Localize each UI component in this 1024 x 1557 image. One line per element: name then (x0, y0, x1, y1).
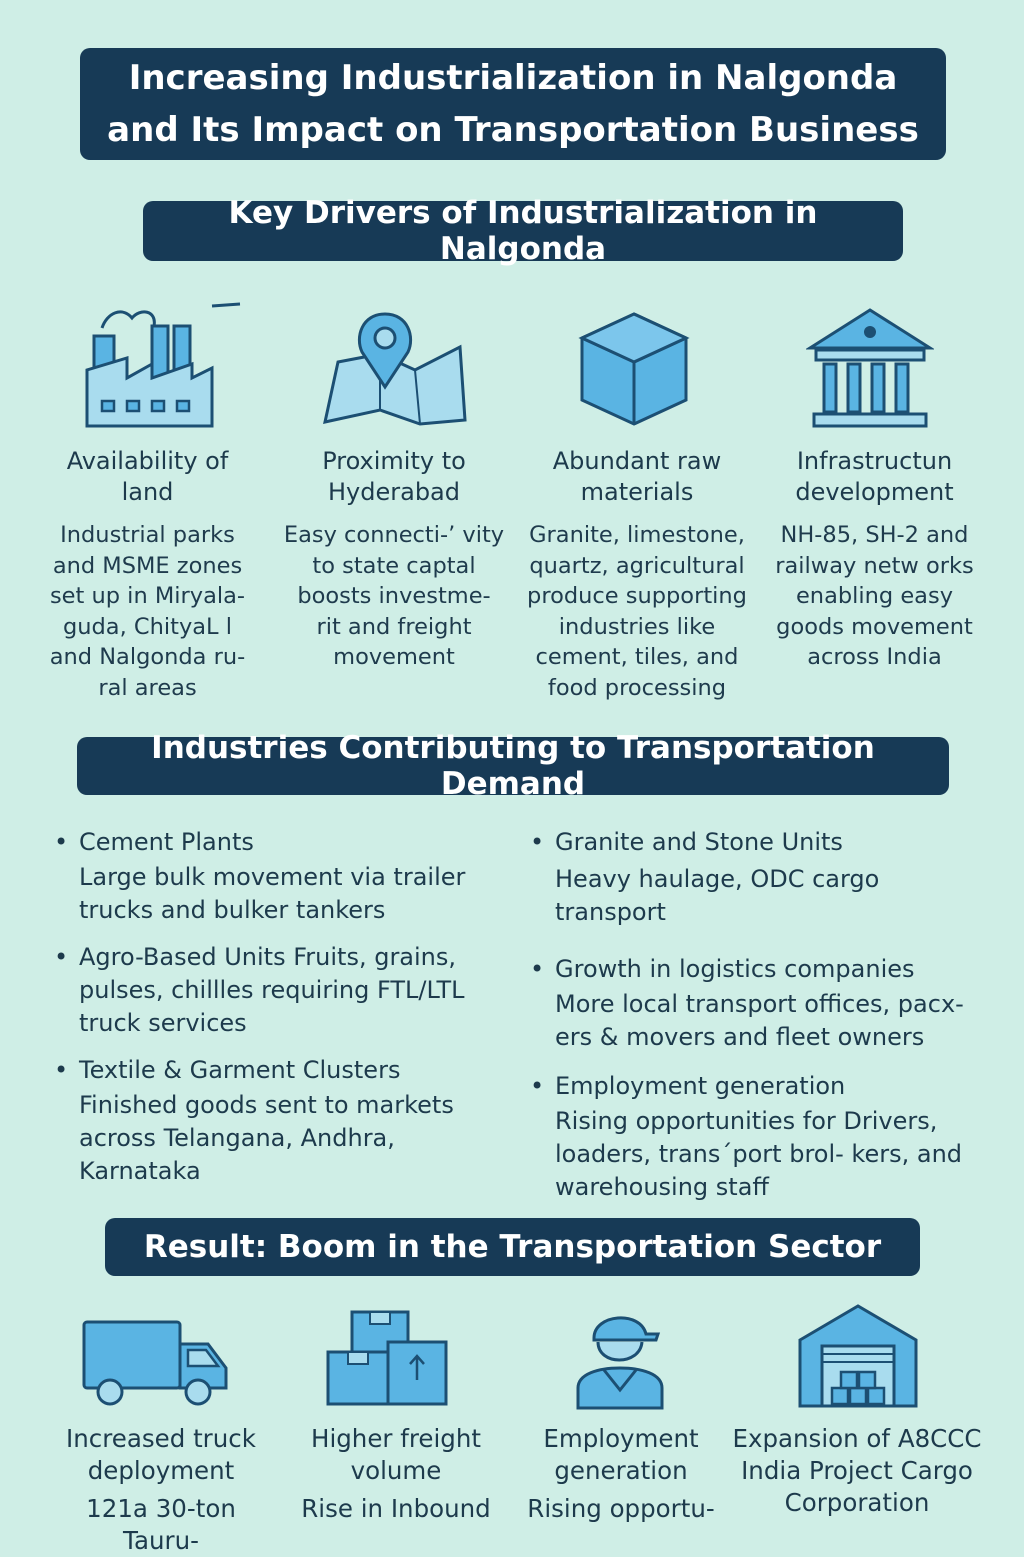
industries-right-list (530, 826, 975, 1218)
industry-title: • Cement Plants (79, 828, 254, 856)
industry-title: • Growth in logistics companies (555, 955, 915, 983)
driver-title: Abundant raw materials (552, 447, 722, 506)
result-truck (45, 1423, 277, 1557)
industry-desc: Finished goods sent to markets across Telangana, Andhra, Karnataka (79, 1091, 454, 1185)
driver-desc: NH-85, SH-2 and railway netw orks enabling easy goods movement across India (775, 522, 974, 670)
result-expansion (727, 1423, 987, 1519)
truck-icon (80, 1318, 232, 1410)
industries-left-list (54, 826, 474, 1202)
driver-proximity (283, 446, 505, 673)
result-heading: Result: Boom in the Transportation Sector (105, 1218, 920, 1276)
industry-desc: Heavy haulage, ODC cargo transport (555, 865, 880, 926)
boxes-icon (324, 1308, 450, 1408)
list-item (530, 826, 975, 929)
result-desc: Rising opportu- (527, 1494, 715, 1523)
result-desc: Rise in Inbound (301, 1494, 491, 1523)
list-item (54, 1054, 474, 1188)
worker-icon (574, 1304, 666, 1412)
driver-title: Infrastructun development (795, 447, 954, 506)
driver-desc: Easy connecti-’ vity to state captal boosts investme- rit and freight movement (283, 522, 505, 670)
government-building-icon (806, 306, 934, 430)
result-title: Higher freight volume (311, 1424, 481, 1485)
cube-icon (576, 310, 692, 428)
industry-title: • Employment generation (555, 1072, 846, 1100)
driver-infrastructure (772, 446, 977, 673)
driver-desc: Industrial parks and MSME zones set up in Miryala- guda, ChityaL l and Nalgonda ru- ral areas (49, 522, 246, 701)
result-desc: 121a 30-ton Tauru- (86, 1494, 236, 1555)
industry-desc: Units Fruits, grains, pulses, chillles requiring FTL/LTL truck services (79, 943, 465, 1037)
industry-title: Agro-Based (79, 943, 217, 971)
warehouse-icon (796, 1302, 920, 1410)
driver-title: Proximity to Hyderabad (322, 447, 466, 506)
result-freight (290, 1423, 502, 1525)
industry-desc: Large bulk movement via trailer trucks and bulker tankers (79, 863, 466, 924)
industry-title: • Granite and Stone Units (555, 828, 843, 856)
driver-raw-materials (522, 446, 752, 703)
drivers-heading: Key Drivers of Industrialization in Nalgonda (143, 201, 903, 261)
list-item (530, 1070, 975, 1204)
driver-title: Availability of land (66, 447, 229, 506)
list-item (54, 826, 474, 927)
industry-desc: Rising opportunities for Drivers, loaders, trans´port brol- kers, and warehousing staff (555, 1107, 963, 1201)
page-title: Increasing Industrialization in Nalgonda and Its Impact on Transportation Business (80, 48, 946, 160)
industries-heading: Industries Contributing to Transportation Demand (77, 737, 949, 795)
result-title: Increased truck deployment (66, 1424, 256, 1485)
list-item (54, 941, 474, 1040)
factory-icon (82, 298, 242, 433)
driver-desc: Granite, limestone, quartz, agricultural produce supporting industries like cement, tiles, and food processing (527, 522, 747, 701)
list-item (530, 953, 975, 1054)
result-title: Employment generation (543, 1424, 699, 1485)
result-title: Expansion of A8CCC India Project Cargo Corporation (732, 1424, 982, 1517)
result-employment (515, 1423, 727, 1525)
driver-land (45, 446, 250, 703)
map-pin-icon (320, 312, 470, 427)
industry-desc: More local transport offices, pacx- ers & movers and fleet owners (555, 990, 964, 1051)
industry-title: • Textile & Garment Clusters (79, 1056, 401, 1084)
